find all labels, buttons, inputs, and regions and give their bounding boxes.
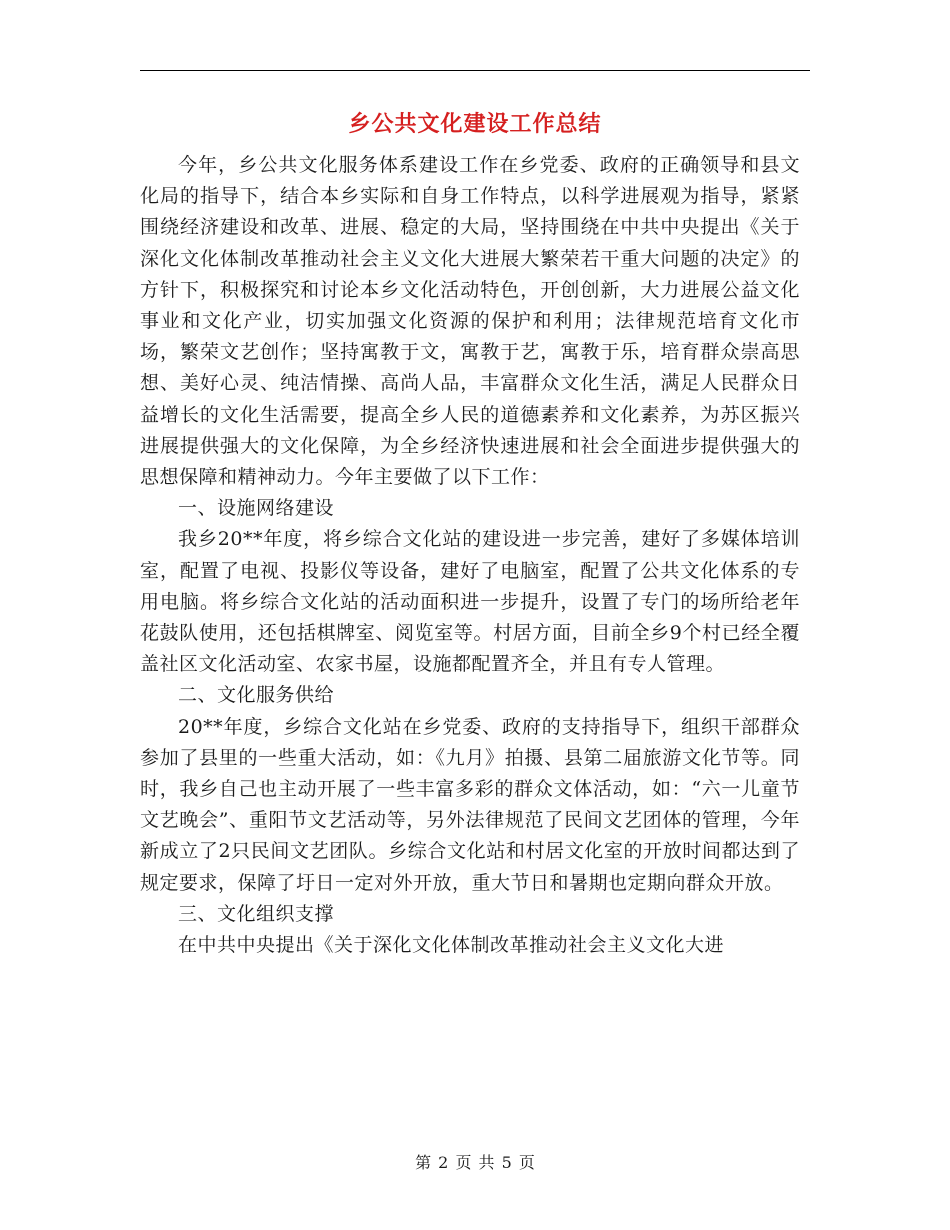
section-heading-facilities: 一、设施网络建设 <box>178 497 335 520</box>
document-body <box>140 150 800 961</box>
facilities-paragraph: 我乡20**年度，将乡综合文化站的建设进一步完善，建好了多媒体培训室，配置了电视、投影仪等设备，建好了电脑室，配置了公共文化体系的专用电脑。将乡综合文化站的活动面积进一步提升，设置了专门的场所给老年花鼓队使用，还包括棋牌室、阅览室等。村居方面，目前全乡9个村已经全覆盖社区文化活动室、农家书屋，设施都配置齐全，并且有专人管理。 <box>140 528 800 676</box>
intro-paragraph: 今年，乡公共文化服务体系建设工作在乡党委、政府的正确领导和县文化局的指导下，结合本乡实际和自身工作特点，以科学进展观为指导，紧紧围绕经济建设和改革、进展、稳定的大局，坚持围绕在中共中央提出《关于深化文化体制改革推动社会主义文化大进展大繁荣若干重大问题的决定》的方针下，积极探究和讨论本乡文化活动特色，开创创新，大力进展公益文化事业和文化产业，切实加强文化资源的保护和利用；法律规范培育文化市场，繁荣文艺创作；坚持寓教于文，寓教于艺，寓教于乐，培育群众崇高思想、美好心灵、纯洁情操、高尚人品，丰富群众文化生活，满足人民群众日益增长的文化生活需要，提高全乡人民的道德素养和文化素养，为苏区振兴进展提供强大的文化保障，为全乡经济快速进展和社会全面进步提供强大的思想保障和精神动力。今年主要做了以下工作： <box>140 154 800 489</box>
header-rule <box>140 70 810 71</box>
page-number: 第 2 页 共 5 页 <box>415 1153 535 1172</box>
section-heading-organization: 三、文化组织支撑 <box>178 902 335 925</box>
document-title: 乡公共文化建设工作总结 <box>348 112 602 137</box>
section-heading-services: 二、文化服务供给 <box>178 684 335 707</box>
organization-paragraph: 在中共中央提出《关于深化文化体制改革推动社会主义文化大进 <box>178 934 725 957</box>
services-paragraph: 20**年度，乡综合文化站在乡党委、政府的支持指导下，组织干部群众参加了县里的一些重大活动，如：《九月》拍摄、县第二届旅游文化节等。同时，我乡自己也主动开展了一些丰富多彩的群众文体活动，如：“六一儿童节文艺晚会”、重阳节文艺活动等，另外法律规范了民间文艺团体的管理，今年新成立了2只民间文艺团队。乡综合文化站和村居文化室的开放时间都达到了规定要求，保障了圩日一定对外开放，重大节日和暑期也定期向群众开放。 <box>140 715 800 894</box>
